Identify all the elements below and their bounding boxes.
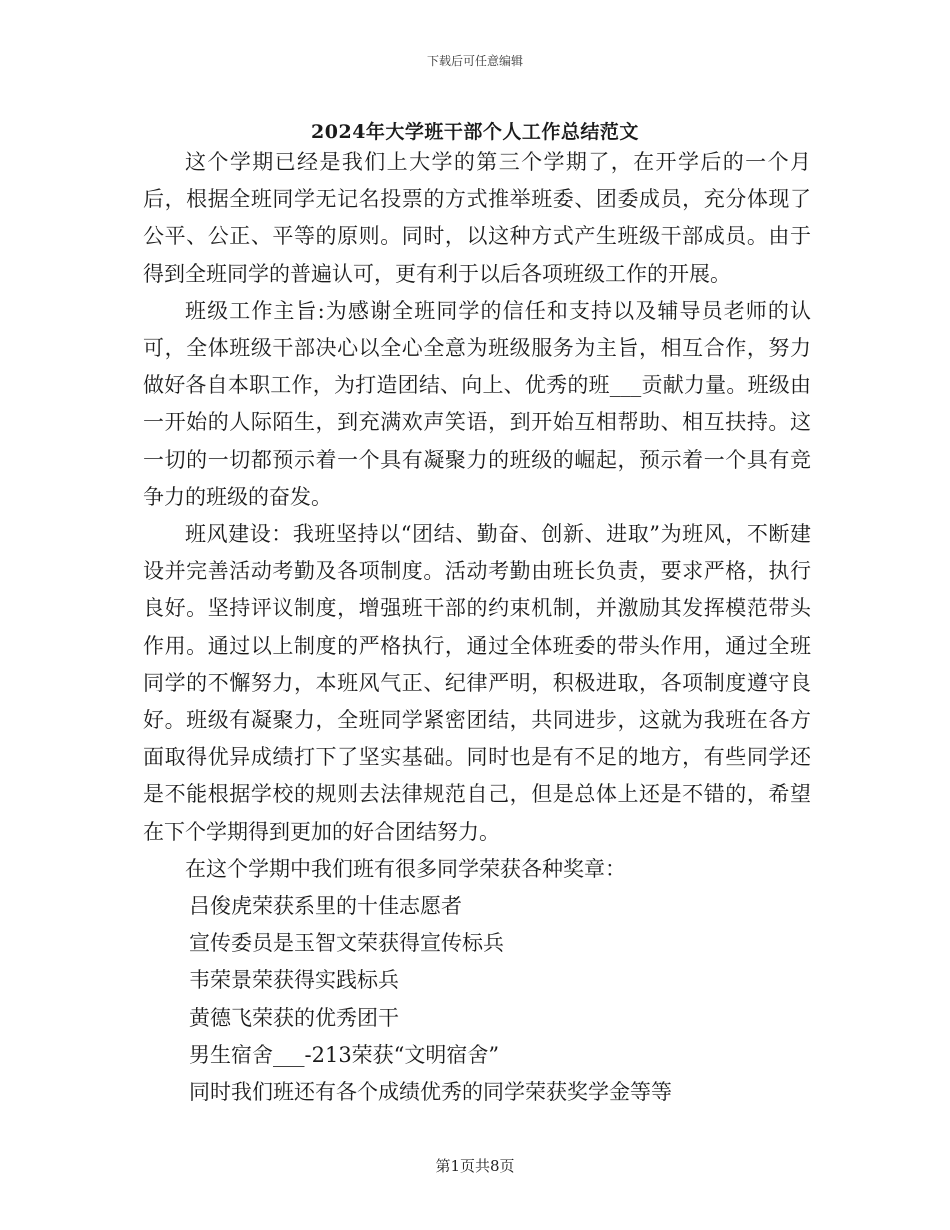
paragraph-work-purpose: 班级工作主旨:为感谢全班同学的信任和支持以及辅导员老师的认可，全体班级干部决心以全心全意为班级服务为主旨，相互合作，努力做好各自本职工作，为打造团结、向上、优秀的班___贡献力量。班级由一开始的人际陌生，到充满欢声笑语，到开始互相帮助、相互扶持。这一切的一切都预示着一个具有凝聚力的班级的崛起，预示着一个具有竞争力的班级的奋发。 [143,298,811,509]
paragraph-class-style: 班风建设：我班坚持以“团结、勤奋、创新、进取”为班风，不断建设并完善活动考勤及各项制度。活动考勤由班长负责，要求严格，执行良好。坚持评议制度，增强班干部的约束机制，并激励其发挥模范带头作用。通过以上制度的严格执行，通过全体班委的带头作用，通过全班同学的不懈努力，本班风气正、纪律严明，积极进取，各项制度遵守良好。班级有凝聚力，全班同学紧密团结，共同进步，这就为我班在各方面取得优异成绩打下了坚实基础。同时也是有不足的地方，有些同学还是不能根据学校的规则去法律规范自己，但是总体上还是不错的，希望在下个学期得到更加的好合团结努力。 [143,522,811,844]
document-title: 2024年大学班干部个人工作总结范文 [311,121,639,143]
award-item: 韦荣景荣获得实践标兵 [189,968,399,993]
header-note: 下载后可任意编辑 [426,54,523,68]
award-item: 宣传委员是玉智文荣获得宣传标兵 [189,931,504,956]
award-item: 同时我们班还有各个成绩优秀的同学荣获奖学金等等 [189,1080,672,1105]
page-footer: 第1页共8页 [435,1157,515,1175]
award-item: 黄德飞荣获的优秀团干 [189,1005,399,1030]
award-item: 吕俊虎荣获系里的十佳志愿者 [189,894,462,919]
paragraph-intro: 这个学期已经是我们上大学的第三个学期了，在开学后的一个月后，根据全班同学无记名投票的方式推举班委、团委成员，充分体现了公平、公正、平等的原则。同时，以这种方式产生班级干部成员。由于得到全班同学的普遍认可，更有利于以后各项班级工作的开展。 [143,150,811,286]
awards-intro: 在这个学期中我们班有很多同学荣获各种奖章： [185,856,626,881]
award-item: 男生宿舍___-213荣获“文明宿舍” [189,1042,500,1067]
document-body [143,144,811,1111]
